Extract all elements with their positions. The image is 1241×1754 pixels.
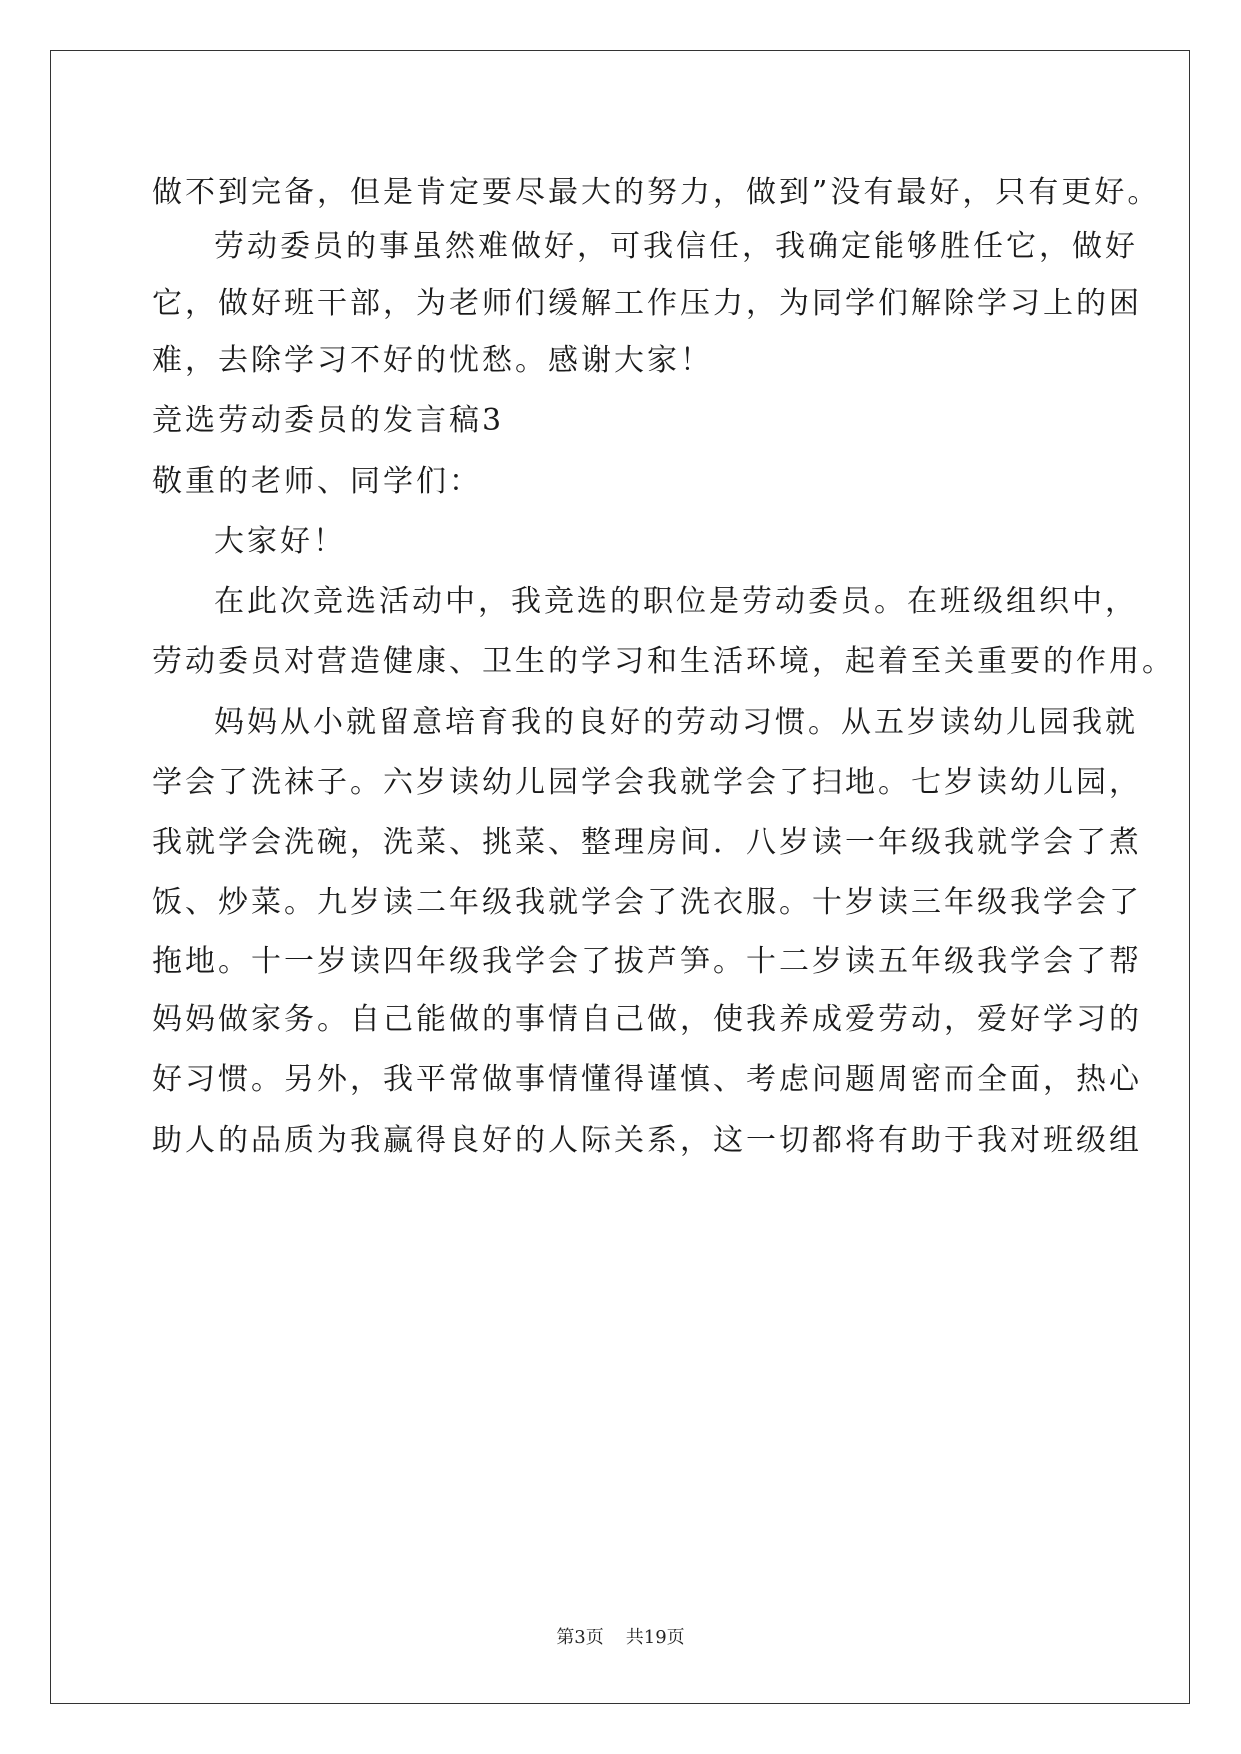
text-line: 我就学会洗碗，洗菜、挑菜、整理房间．八岁读一年级我就学会了煮 bbox=[152, 825, 1142, 860]
salutation: 敬重的老师、同学们： bbox=[152, 464, 482, 499]
text-line: 妈妈从小就留意培育我的良好的劳动习惯。从五岁读幼儿园我就 bbox=[214, 705, 1138, 740]
page-footer bbox=[0, 1626, 1241, 1650]
text-line: 劳动委员对营造健康、卫生的学习和生活环境，起着至关重要的作用。 bbox=[152, 644, 1175, 679]
text-line: 它，做好班干部，为老师们缓解工作压力，为同学们解除学习上的困 bbox=[152, 286, 1142, 321]
section-title: 竞选劳动委员的发言稿3 bbox=[152, 403, 505, 438]
text-line: 拖地。十一岁读四年级我学会了拔芦笋。十二岁读五年级我学会了帮 bbox=[152, 944, 1142, 979]
text-line: 助人的品质为我赢得良好的人际关系，这一切都将有助于我对班级组 bbox=[152, 1123, 1142, 1158]
text-line: 妈妈做家务。自己能做的事情自己做，使我养成爱劳动，爱好学习的 bbox=[152, 1002, 1142, 1037]
text-line: 在此次竞选活动中，我竞选的职位是劳动委员。在班级组织中， bbox=[214, 584, 1138, 619]
text-line: 学会了洗袜子。六岁读幼儿园学会我就学会了扫地。七岁读幼儿园， bbox=[152, 765, 1142, 800]
total-pages: 共19页 bbox=[625, 1627, 685, 1648]
text-line: 好习惯。另外，我平常做事情懂得谨慎、考虑问题周密而全面，热心 bbox=[152, 1062, 1142, 1097]
text-line: 难，去除学习不好的忧愁。感谢大家！ bbox=[152, 343, 713, 378]
current-page-number: 第3页 bbox=[556, 1627, 604, 1648]
text-line: 做不到完备，但是肯定要尽最大的努力，做到”没有最好，只有更好。 bbox=[152, 175, 1161, 210]
greeting: 大家好！ bbox=[214, 524, 346, 559]
text-line: 劳动委员的事虽然难做好，可我信任，我确定能够胜任它，做好 bbox=[214, 229, 1138, 264]
text-line: 饭、炒菜。九岁读二年级我就学会了洗衣服。十岁读三年级我学会了 bbox=[152, 885, 1142, 920]
